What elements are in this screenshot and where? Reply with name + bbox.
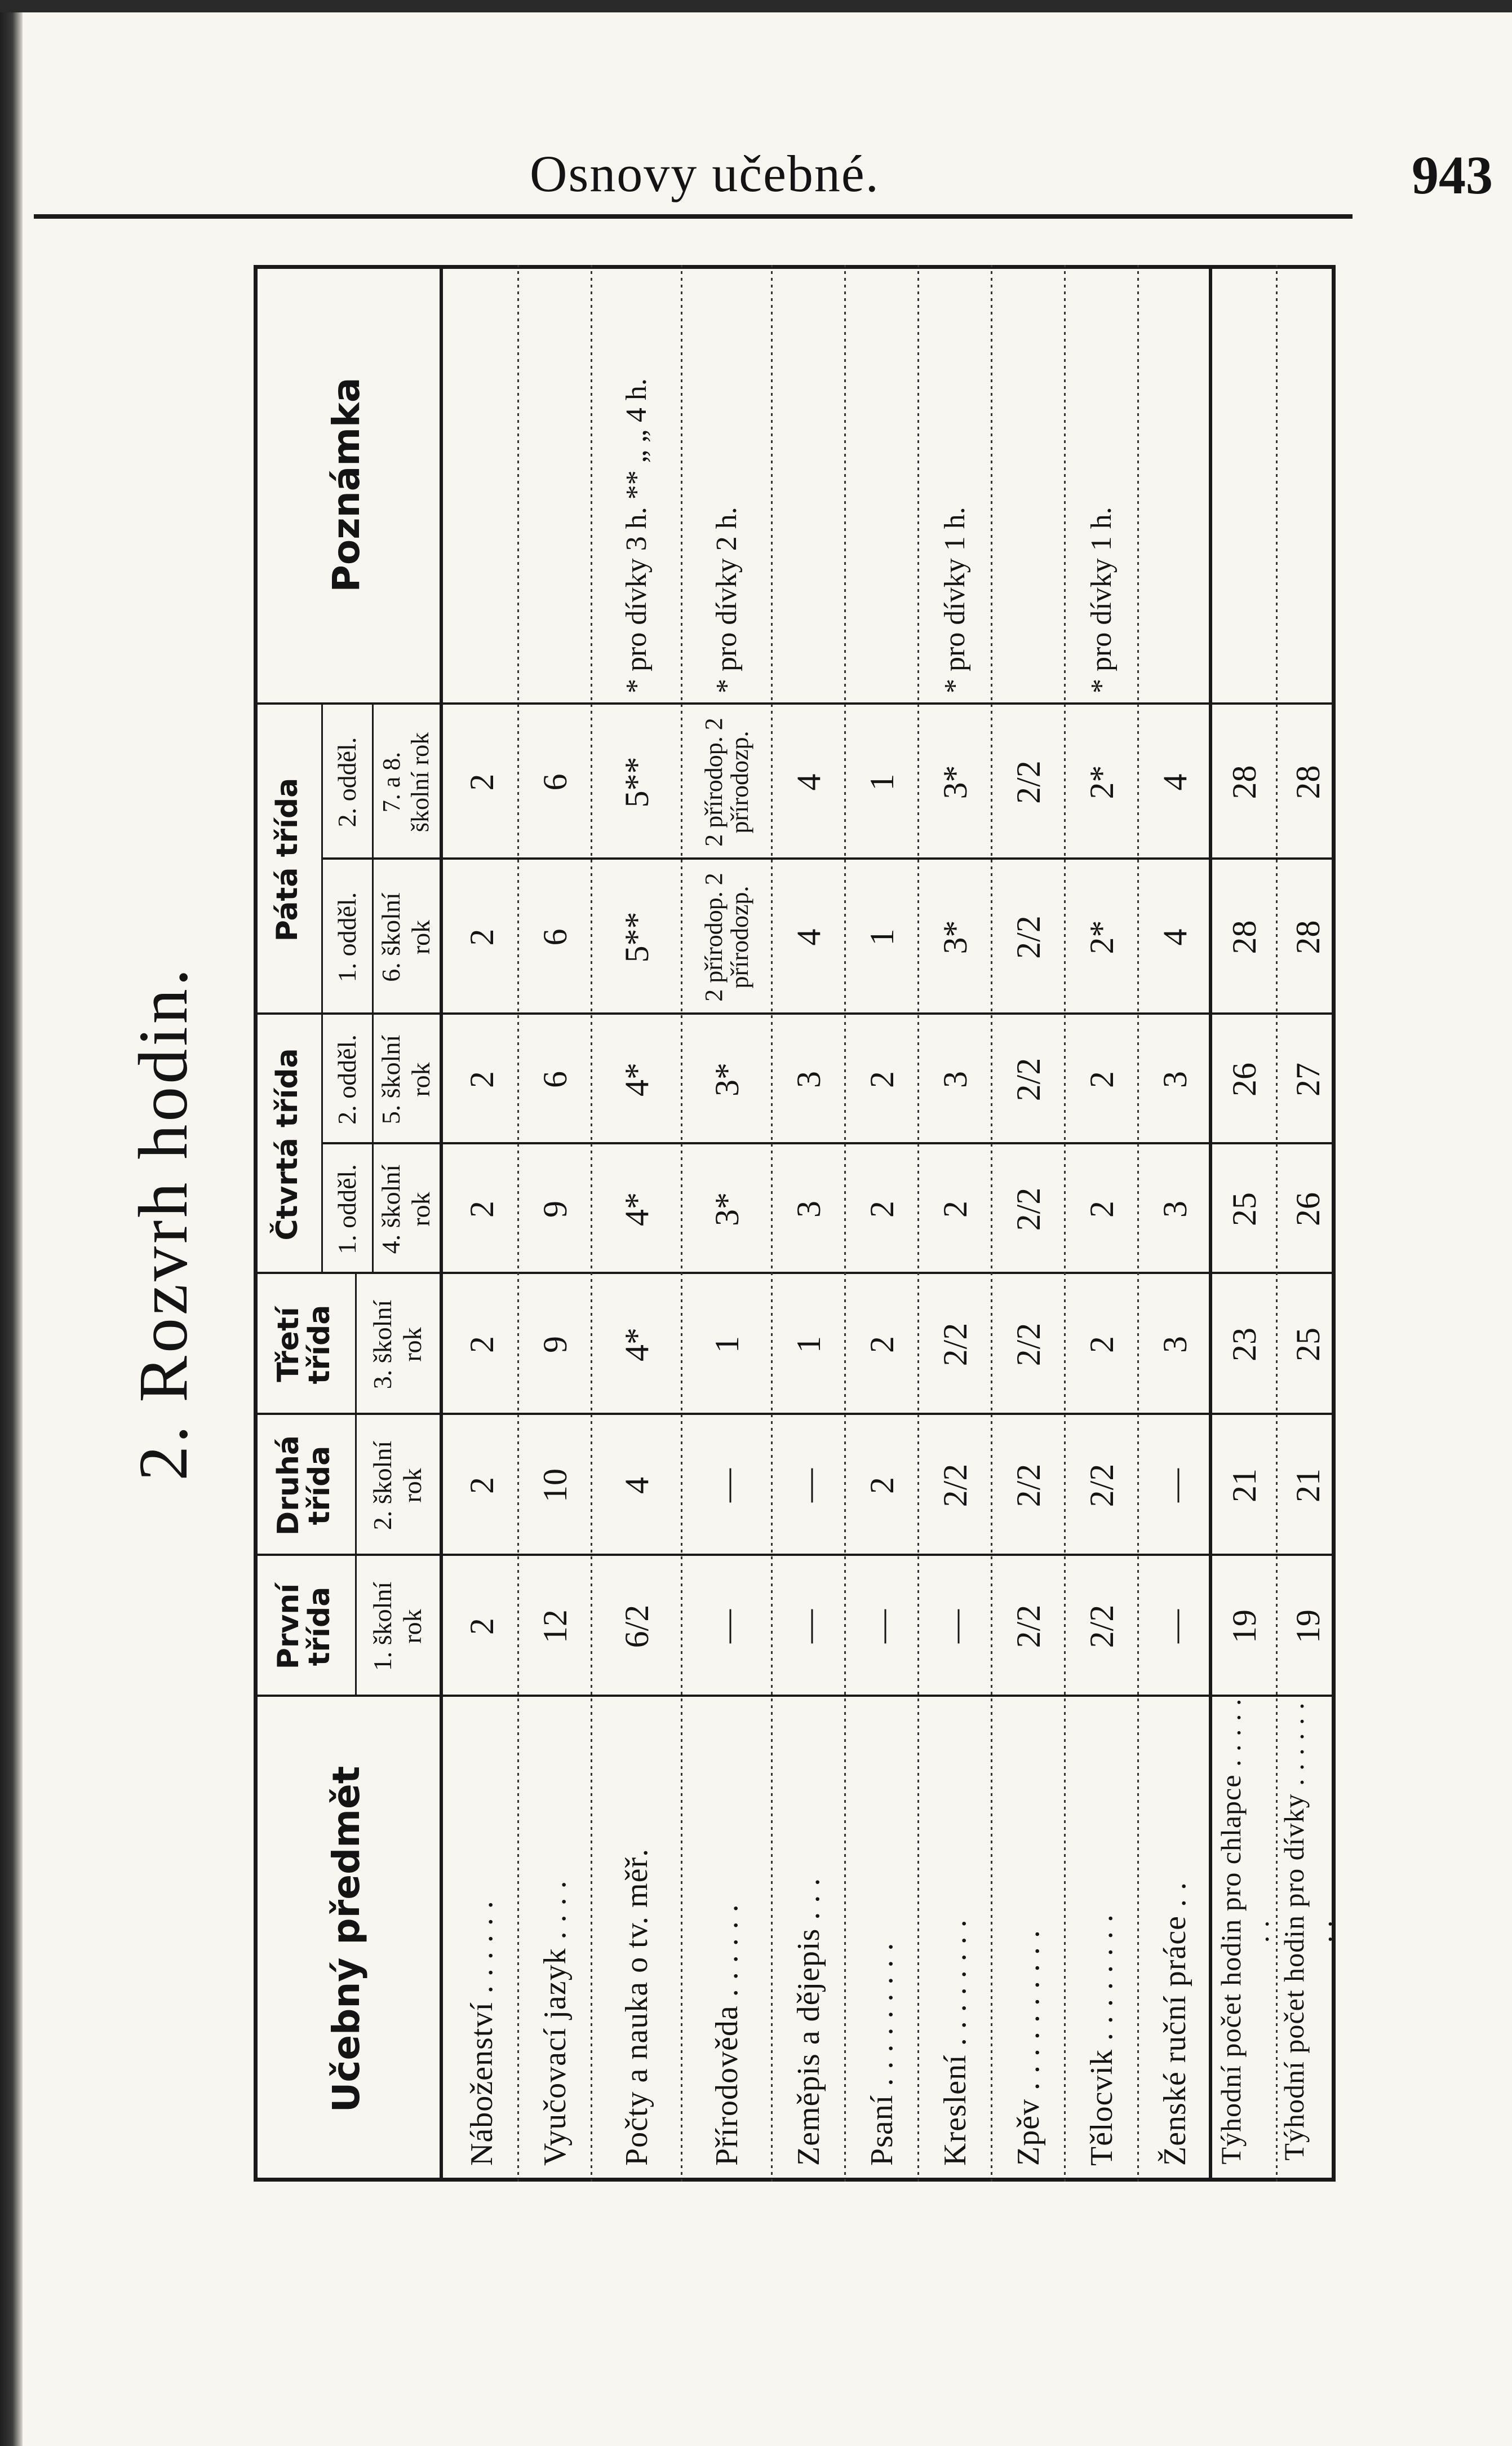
row-note — [992, 265, 1065, 705]
header-year-7-8: 7. a 8. školní rok — [378, 732, 434, 833]
header-year-1: 1. školní rok — [368, 1581, 427, 1671]
header-class-3: Třetí třída — [272, 1304, 336, 1385]
header-rule — [34, 214, 1353, 219]
table-cell: 2 — [463, 1071, 500, 1088]
table-cell: 6 — [536, 1071, 574, 1088]
table-cell: 2 — [863, 1071, 901, 1088]
table-cell: 3 — [790, 1201, 827, 1218]
row-subject: Týhodní počet hodin pro dívky . . . . . . . . — [1278, 1702, 1338, 2161]
table-cell: 2* — [1083, 765, 1120, 799]
table-cell: 3 — [1156, 1201, 1194, 1218]
table-cell: 28 — [1289, 765, 1327, 799]
table-cell: 2/2 — [1009, 1187, 1047, 1231]
table-cell: 3* — [936, 765, 974, 799]
table-cell: 2 — [863, 1336, 901, 1353]
row-note — [772, 265, 845, 705]
page-top-edge — [0, 0, 1512, 12]
table-cell: 23 — [1226, 1328, 1263, 1361]
table-cell: 2/2 — [1009, 1463, 1047, 1507]
table-cell: 4 — [790, 928, 827, 946]
header-year-2: 2. školní rok — [368, 1440, 427, 1531]
row-subject: Psaní . . . . . . . . . — [864, 1942, 899, 2166]
table-cell: 3 — [1156, 1071, 1194, 1088]
table-cell: 2 — [463, 1477, 500, 1494]
row-note — [845, 265, 919, 705]
row-note — [1138, 265, 1212, 705]
table-cell: 2 — [1083, 1336, 1120, 1353]
header-c4-div1: 1. odděl. — [332, 1164, 361, 1254]
table-cell: 2/2 — [1083, 1604, 1120, 1648]
table-cell: 2 — [1083, 1071, 1120, 1088]
running-header-title: Osnovy učebné. — [530, 145, 880, 202]
table-cell: — — [936, 1609, 974, 1643]
table-cell: 2/2 — [1009, 760, 1047, 804]
table-cell: 2 přírodop. 2 přírodozp. — [699, 718, 753, 847]
header-year-4: 4. školní rok — [376, 1164, 435, 1254]
row-subject: Týhodní počet hodin pro chlapce . . . . . . . — [1214, 1698, 1275, 2165]
row-note — [445, 265, 518, 705]
table-cell: — — [708, 1469, 746, 1502]
table-cell: 3* — [936, 920, 974, 954]
row-subject: Zpěv . . . . . . . . . . — [1011, 1929, 1046, 2166]
table-cell: 26 — [1289, 1192, 1327, 1226]
table-cell: 2 — [463, 1201, 500, 1218]
table-cell: 2 — [863, 1477, 901, 1494]
table-cell: 28 — [1289, 920, 1327, 954]
table-cell: 2/2 — [1083, 1463, 1120, 1507]
table-cell: 2/2 — [1009, 1604, 1047, 1648]
table-cell: 4 — [790, 773, 827, 791]
header-c4-div2: 2. odděl. — [332, 1034, 361, 1125]
rotated-table-block — [107, 265, 1336, 2182]
row-note: * pro dívky 2 h. — [710, 507, 743, 693]
table-cell: 2 — [463, 1336, 500, 1353]
table-cell: 1 — [863, 928, 901, 946]
table-cell: 3* — [708, 1192, 746, 1226]
row-note: * pro dívky 1 h. — [938, 507, 971, 693]
header-class-1: První třída — [272, 1583, 336, 1670]
table-cell: 3* — [708, 1063, 746, 1096]
table-cell: 10 — [536, 1469, 574, 1502]
table-cell: 19 — [1289, 1609, 1327, 1643]
table-cell: 1 — [863, 773, 901, 791]
table-caption: 2. Rozvrh hodin. — [125, 966, 202, 1481]
table-cell: — — [863, 1609, 901, 1643]
table-cell: 4* — [618, 1328, 655, 1361]
table-cell: 2/2 — [1009, 1322, 1047, 1366]
row-note — [1212, 265, 1277, 705]
table-cell: 2 — [463, 773, 500, 791]
header-c5-div1: 1. odděl. — [332, 892, 361, 983]
table-cell: 6 — [536, 928, 574, 946]
row-subject: Náboženství . . . . . . — [464, 1900, 499, 2166]
table-cell: 28 — [1226, 920, 1263, 954]
table-cell: 21 — [1226, 1469, 1263, 1502]
table-cell: 9 — [536, 1336, 574, 1353]
table-cell: 2/2 — [936, 1463, 974, 1507]
table-cell: 1 — [708, 1336, 746, 1353]
header-year-3: 3. školní rok — [368, 1299, 427, 1390]
table-cell: 9 — [536, 1201, 574, 1218]
header-group-rule — [321, 705, 323, 1274]
row-subject: Zeměpis a dějepis . . . — [791, 1877, 826, 2166]
table-cell: 2 — [936, 1201, 974, 1218]
table-cell: 4* — [618, 1192, 655, 1226]
table-cell: 3 — [1156, 1336, 1194, 1353]
table-cell: 2 — [863, 1201, 901, 1218]
header-class-2: Druhá třída — [272, 1435, 336, 1536]
header-year-5: 5. školní rok — [376, 1034, 435, 1125]
table-cell: 26 — [1226, 1063, 1263, 1096]
header-subject: Učebný předmět — [325, 1766, 369, 2113]
table-cell: 25 — [1226, 1192, 1263, 1226]
table-cell: 3 — [790, 1071, 827, 1088]
row-note: * pro dívky 3 h. ** „ „ 4 h. — [620, 378, 653, 693]
row-subject: Vyučovací jazyk . . . . — [538, 1880, 573, 2166]
header-class-5: Pátá třída — [270, 777, 304, 942]
table-cell: 2/2 — [1009, 1058, 1047, 1102]
table-cell: 27 — [1289, 1063, 1327, 1096]
row-note: * pro dívky 1 h. — [1085, 507, 1118, 693]
table-cell: 19 — [1226, 1609, 1263, 1643]
table-cell: 4 — [1156, 773, 1194, 791]
row-subject: Kreslení . . . . . . . . — [938, 1919, 973, 2166]
header-c5-div2: 2. odděl. — [332, 737, 361, 828]
header-year-6: 6. školní rok — [376, 892, 435, 982]
table-cell: 2 přírodop. 2 přírodozp. — [699, 873, 753, 1002]
table-cell: 21 — [1289, 1469, 1327, 1502]
row-note — [518, 265, 592, 705]
table-cell: 28 — [1226, 765, 1263, 799]
table-cell: 1 — [790, 1336, 827, 1353]
table-cell: — — [708, 1609, 746, 1643]
table-cell: — — [790, 1469, 827, 1502]
table-cell: 2* — [1083, 920, 1120, 954]
table-cell: 2 — [1083, 1201, 1120, 1218]
header-year-rule — [355, 1274, 357, 1697]
header-year-rule-2 — [372, 705, 374, 1274]
row-note — [1277, 265, 1339, 705]
table-cell: 2/2 — [1009, 915, 1047, 959]
table-cell: 4 — [1156, 928, 1194, 946]
row-subject: Ženské ruční práce . . — [1158, 1882, 1192, 2166]
row-subject: Přírodověda . . . . . . — [710, 1904, 744, 2166]
table-cell: — — [790, 1609, 827, 1643]
schedule-table — [254, 265, 1336, 2182]
table-cell: 2 — [463, 1618, 500, 1635]
table-cell: 2/2 — [936, 1322, 974, 1366]
table-cell: 4* — [618, 1063, 655, 1096]
row-subject: Počty a nauka o tv. měř. — [619, 1848, 654, 2166]
table-cell: 3 — [936, 1071, 974, 1088]
table-cell: 12 — [536, 1609, 574, 1643]
header-note: Poznámka — [325, 377, 369, 592]
table-cell: 25 — [1289, 1328, 1327, 1361]
table-cell: 5** — [618, 757, 655, 808]
page-edge-shadow — [0, 0, 23, 2446]
page-number: 943 — [1412, 145, 1493, 205]
header-class-4: Čtvrtá třída — [270, 1048, 304, 1241]
table-cell: — — [1156, 1609, 1194, 1643]
table-cell: — — [1156, 1469, 1194, 1502]
table-cell: 5** — [618, 912, 655, 963]
table-cell: 4 — [618, 1477, 655, 1494]
header-bottom-rule — [440, 265, 443, 2182]
row-subject: Tělocvik . . . . . . . . — [1084, 1913, 1119, 2166]
table-cell: 6 — [536, 773, 574, 791]
table-cell: 2 — [463, 928, 500, 946]
table-cell: 6/2 — [618, 1604, 655, 1648]
